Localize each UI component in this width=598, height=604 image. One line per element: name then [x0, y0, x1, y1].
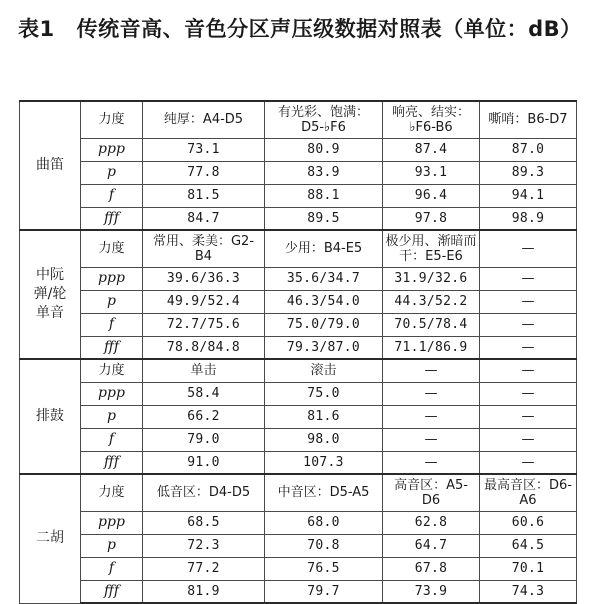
value-cell: 81.6: [265, 405, 383, 428]
dynamics-cell: f: [81, 313, 143, 336]
value-cell: 79.7: [265, 580, 383, 603]
value-cell: 49.9/52.4: [143, 290, 265, 313]
value-cell: 89.3: [480, 161, 577, 184]
dynamics-cell: ppp: [81, 138, 143, 161]
register-header-cell: 滚击: [265, 359, 383, 382]
table-row: [20, 428, 577, 451]
table-row: [20, 557, 577, 580]
dynamics-cell: f: [81, 557, 143, 580]
section-header-row: [20, 359, 577, 382]
value-cell: 64.5: [480, 534, 577, 557]
value-cell: 97.8: [383, 207, 480, 230]
value-cell: 87.0: [480, 138, 577, 161]
table-title: 传统音高、音色分区声压级数据对照表（单位：dB）: [76, 17, 582, 41]
value-cell: 81.9: [143, 580, 265, 603]
dynamics-cell: ppp: [81, 511, 143, 534]
dynamics-header-cell: 力度: [81, 230, 143, 267]
value-cell: —: [383, 428, 480, 451]
table-row: [20, 580, 577, 603]
value-cell: 77.2: [143, 557, 265, 580]
value-cell: 98.9: [480, 207, 577, 230]
value-cell: 98.0: [265, 428, 383, 451]
value-cell: 64.7: [383, 534, 480, 557]
value-cell: 83.9: [265, 161, 383, 184]
instrument-cell: 中阮弹/轮单音: [20, 230, 81, 359]
section-header-row: [20, 101, 577, 138]
value-cell: 76.5: [265, 557, 383, 580]
value-cell: 81.5: [143, 184, 265, 207]
instrument-cell: 排鼓: [20, 359, 81, 474]
table-row: [20, 161, 577, 184]
dynamics-cell: ppp: [81, 382, 143, 405]
value-cell: —: [480, 428, 577, 451]
register-header-cell: 少用：B4-E5: [265, 230, 383, 267]
value-cell: 60.6: [480, 511, 577, 534]
value-cell: 73.9: [383, 580, 480, 603]
dynamics-cell: p: [81, 405, 143, 428]
table-row: [20, 290, 577, 313]
value-cell: 107.3: [265, 451, 383, 474]
table-body: [20, 101, 577, 603]
value-cell: —: [480, 451, 577, 474]
value-cell: 70.1: [480, 557, 577, 580]
spl-comparison-table: [19, 100, 577, 604]
table-caption: [18, 8, 584, 50]
table-row: [20, 451, 577, 474]
value-cell: 35.6/34.7: [265, 267, 383, 290]
section-header-row: [20, 230, 577, 267]
value-cell: 31.9/32.6: [383, 267, 480, 290]
register-header-cell: 响亮、结实：♭F6-B6: [383, 101, 480, 138]
register-header-cell: 低音区：D4-D5: [143, 474, 265, 511]
dynamics-cell: p: [81, 534, 143, 557]
value-cell: —: [383, 405, 480, 428]
table-row: [20, 511, 577, 534]
instrument-cell: 二胡: [20, 474, 81, 603]
value-cell: 94.1: [480, 184, 577, 207]
table-number: 表1: [18, 17, 55, 41]
table-row: [20, 267, 577, 290]
instrument-cell: 曲笛: [20, 101, 81, 230]
value-cell: 68.5: [143, 511, 265, 534]
table-row: [20, 138, 577, 161]
value-cell: 44.3/52.2: [383, 290, 480, 313]
value-cell: 75.0/79.0: [265, 313, 383, 336]
value-cell: 87.4: [383, 138, 480, 161]
table-row: [20, 405, 577, 428]
value-cell: —: [383, 382, 480, 405]
value-cell: 46.3/54.0: [265, 290, 383, 313]
register-header-cell: 嘶哨：B6-D7: [480, 101, 577, 138]
table-row: [20, 207, 577, 230]
value-cell: —: [383, 451, 480, 474]
value-cell: 74.3: [480, 580, 577, 603]
value-cell: —: [480, 382, 577, 405]
value-cell: 77.8: [143, 161, 265, 184]
value-cell: 91.0: [143, 451, 265, 474]
table-row: [20, 184, 577, 207]
value-cell: —: [480, 336, 577, 359]
dynamics-cell: ppp: [81, 267, 143, 290]
value-cell: 84.7: [143, 207, 265, 230]
register-header-cell: —: [480, 230, 577, 267]
dynamics-cell: fff: [81, 207, 143, 230]
register-header-cell: 有光彩、饱满：D5-♭F6: [265, 101, 383, 138]
table-row: [20, 336, 577, 359]
value-cell: 72.7/75.6: [143, 313, 265, 336]
value-cell: 88.1: [265, 184, 383, 207]
value-cell: —: [480, 290, 577, 313]
value-cell: 66.2: [143, 405, 265, 428]
value-cell: 70.8: [265, 534, 383, 557]
value-cell: 93.1: [383, 161, 480, 184]
value-cell: 62.8: [383, 511, 480, 534]
value-cell: 79.3/87.0: [265, 336, 383, 359]
value-cell: 73.1: [143, 138, 265, 161]
table-row: [20, 382, 577, 405]
value-cell: 72.3: [143, 534, 265, 557]
dynamics-cell: p: [81, 161, 143, 184]
table-row: [20, 534, 577, 557]
dynamics-header-cell: 力度: [81, 474, 143, 511]
value-cell: 75.0: [265, 382, 383, 405]
value-cell: 89.5: [265, 207, 383, 230]
value-cell: 96.4: [383, 184, 480, 207]
register-header-cell: 单击: [143, 359, 265, 382]
dynamics-cell: f: [81, 428, 143, 451]
register-header-cell: —: [383, 359, 480, 382]
value-cell: 39.6/36.3: [143, 267, 265, 290]
dynamics-cell: fff: [81, 451, 143, 474]
register-header-cell: 最高音区：D6-A6: [480, 474, 577, 511]
value-cell: 70.5/78.4: [383, 313, 480, 336]
value-cell: —: [480, 267, 577, 290]
section-header-row: [20, 474, 577, 511]
dynamics-header-cell: 力度: [81, 101, 143, 138]
value-cell: 79.0: [143, 428, 265, 451]
value-cell: 58.4: [143, 382, 265, 405]
value-cell: —: [480, 313, 577, 336]
value-cell: 67.8: [383, 557, 480, 580]
value-cell: 78.8/84.8: [143, 336, 265, 359]
register-header-cell: 中音区：D5-A5: [265, 474, 383, 511]
value-cell: 71.1/86.9: [383, 336, 480, 359]
dynamics-cell: f: [81, 184, 143, 207]
dynamics-header-cell: 力度: [81, 359, 143, 382]
value-cell: —: [480, 405, 577, 428]
value-cell: 68.0: [265, 511, 383, 534]
dynamics-cell: fff: [81, 336, 143, 359]
value-cell: 80.9: [265, 138, 383, 161]
register-header-cell: 极少用、渐暗而干：E5-E6: [383, 230, 480, 267]
table-row: [20, 313, 577, 336]
dynamics-cell: p: [81, 290, 143, 313]
register-header-cell: 纯厚：A4-D5: [143, 101, 265, 138]
register-header-cell: 高音区：A5-D6: [383, 474, 480, 511]
register-header-cell: 常用、柔美：G2-B4: [143, 230, 265, 267]
register-header-cell: —: [480, 359, 577, 382]
dynamics-cell: fff: [81, 580, 143, 603]
